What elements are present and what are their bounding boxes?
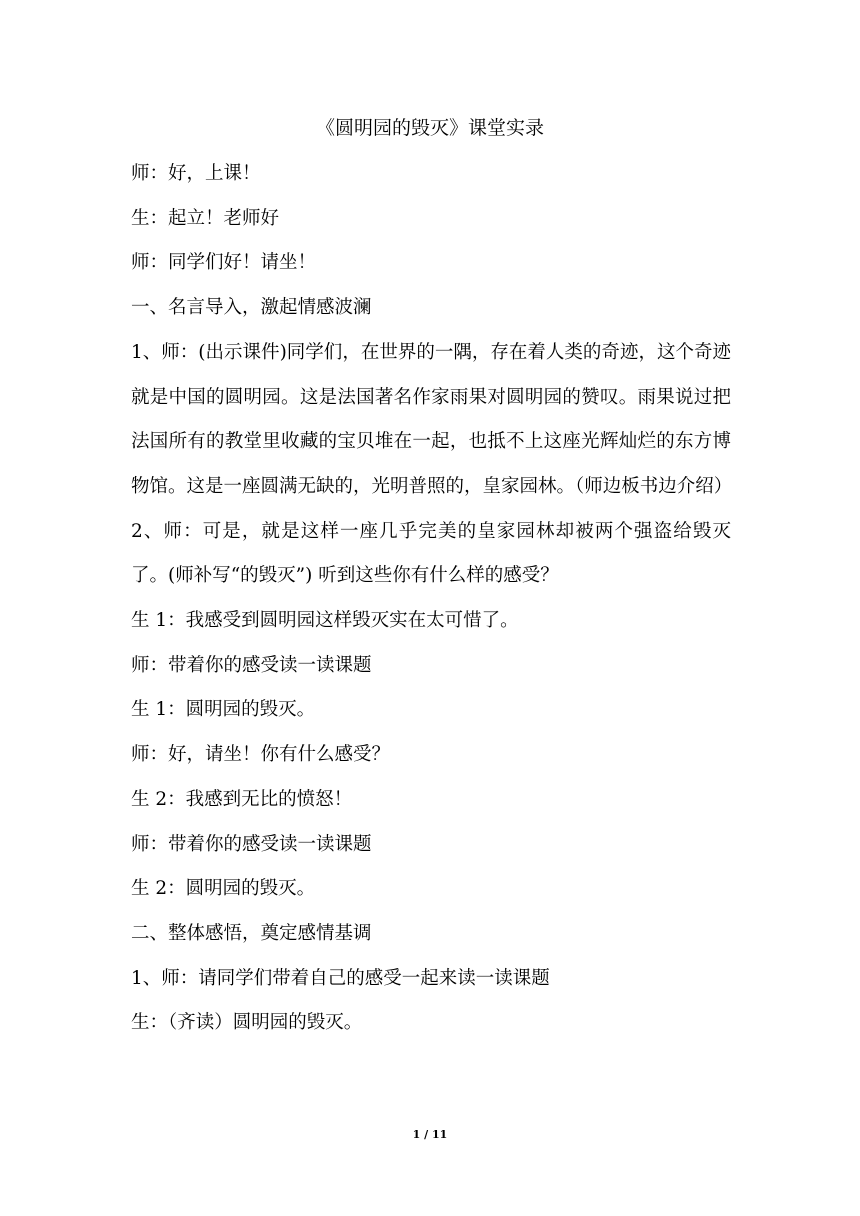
paragraph: 师：带着你的感受读一读课题 bbox=[131, 654, 372, 676]
paragraph: 2、师：可是，就是这样一座几乎完美的皇家园林却被两个强盗给毁灭了。(师补写“的毁灭”) 听到这些你有什么样的感受？ bbox=[131, 520, 731, 587]
paragraph: 生 1：我感受到圆明园这样毁灭实在太可惜了。 bbox=[131, 610, 519, 632]
paragraph: 师：同学们好！请坐！ bbox=[131, 252, 317, 274]
document-body bbox=[131, 152, 731, 1046]
section-heading: 二、整体感悟，奠定感情基调 bbox=[131, 922, 372, 944]
paragraph: 师：带着你的感受读一读课题 bbox=[131, 833, 372, 855]
document-title: 《圆明园的毁灭》课堂实录 bbox=[315, 117, 544, 139]
paragraph: 生：（齐读）圆明园的毁灭。 bbox=[131, 1012, 363, 1034]
paragraph: 生：起立！老师好 bbox=[131, 207, 280, 229]
paragraph: 1、师：(出示课件)同学们，在世界的一隅，存在着人类的奇迹，这个奇迹就是中国的圆明园。这是法国著名作家雨果对圆明园的赞叹。雨果说过把法国所有的教堂里收藏的宝贝堆在一起，也抵不上这座光辉灿烂的东方博物馆。这是一座圆满无缺的，光明普照的，皇家园林。（师边板书边介绍） bbox=[131, 341, 733, 497]
section-heading: 一、名言导入，激起情感波澜 bbox=[131, 297, 372, 319]
paragraph: 生 2：我感到无比的愤怒！ bbox=[131, 788, 353, 810]
paragraph: 生 1：圆明园的毁灭。 bbox=[131, 699, 316, 721]
paragraph: 1、师：请同学们带着自己的感受一起来读一读课题 bbox=[131, 967, 550, 989]
page-number: 1 / 11 bbox=[412, 1128, 448, 1141]
paragraph: 生 2：圆明园的毁灭。 bbox=[131, 878, 316, 900]
paragraph: 师：好，请坐！你有什么感受？ bbox=[131, 744, 391, 766]
paragraph: 师：好，上课！ bbox=[131, 163, 261, 184]
